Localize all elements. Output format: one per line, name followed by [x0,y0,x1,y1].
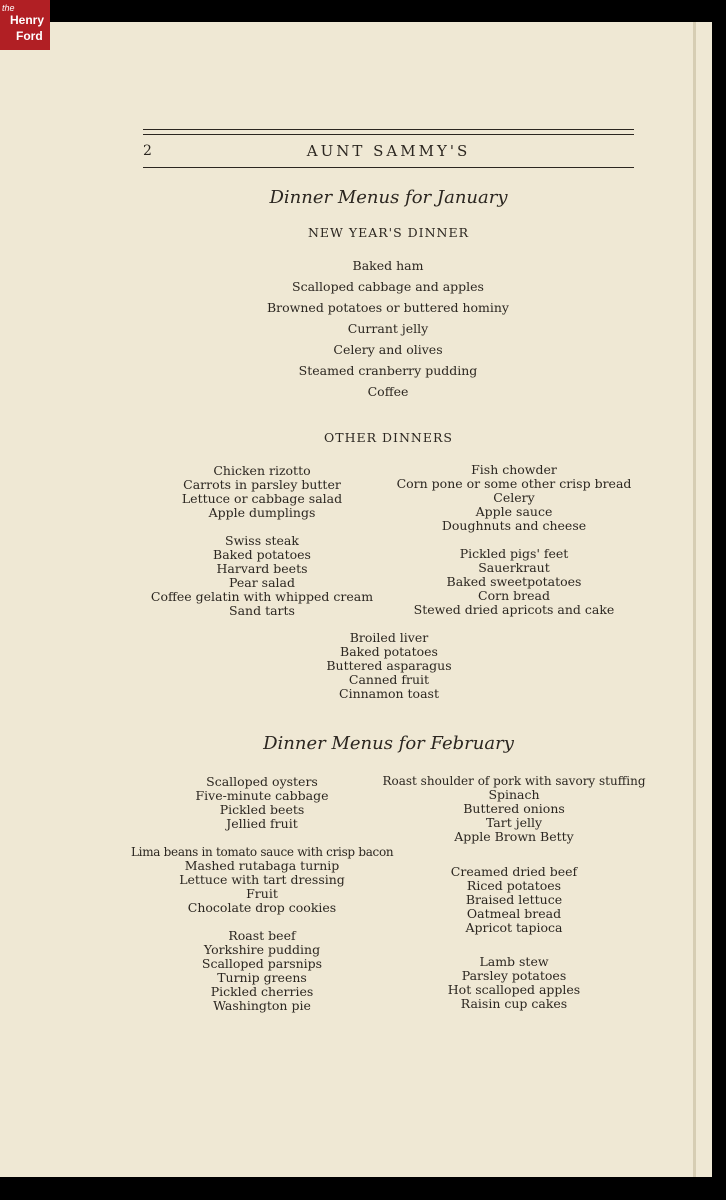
feb-menu-2 [376,774,652,844]
menu-item: Roast shoulder of pork with savory stuffing [382,774,646,788]
menu-item: Cinnamon toast [339,686,439,701]
feb-menu-1 [142,775,382,831]
february-title: Dinner Menus for February [263,733,514,754]
menu-item: Parsley potatoes [461,968,567,983]
menu-item: Carrots in parsley butter [183,477,341,492]
menu-item: Baked potatoes [340,644,438,659]
menu-item: Lima beans in tomato sauce with crisp bacon [131,845,394,859]
page-number: 2 [143,143,152,159]
menu-item: Five-minute cabbage [195,788,329,803]
menu-item: Browned potatoes or buttered hominy [266,300,509,315]
menu-item: Sauerkraut [478,560,550,575]
jan-menu-3 [142,534,382,618]
menu-item: Yorkshire pudding [203,942,321,957]
menu-item: Buttered asparagus [326,658,452,673]
menu-item: Chicken rizotto [213,463,311,478]
menu-item: Pickled cherries [210,984,314,999]
menu-item: Currant jelly [347,321,429,336]
header-rule-top [143,129,634,130]
other-dinners-heading: OTHER DINNERS [324,430,453,445]
menu-item: Washington pie [213,998,311,1013]
menu-item: Coffee [367,384,409,399]
menu-item: Scalloped cabbage and apples [292,279,484,294]
menu-item: Baked potatoes [213,547,311,562]
menu-item: Celery and olives [333,342,443,357]
january-title: Dinner Menus for January [269,187,508,208]
header-rule-bottom [143,167,634,168]
menu-item: Doughnuts and cheese [441,518,587,533]
menu-item: Hot scalloped apples [447,982,581,997]
jan-menu-4 [394,547,634,617]
menu-item: Baked sweetpotatoes [446,574,582,589]
menu-item: Apple dumplings [208,505,316,520]
menu-item: Apple Brown Betty [454,829,574,844]
menu-item: Celery [493,490,535,505]
menu-item: Coffee gelatin with whipped cream [150,589,374,604]
logo-ford: Ford [16,29,43,43]
menu-item: Raisin cup cakes [460,996,568,1011]
menu-item: Swiss steak [225,533,299,548]
henry-ford-logo [0,0,50,50]
menu-item: Pickled pigs' feet [459,546,569,561]
menu-item: Apricot tapioca [465,920,563,935]
menu-item: Pear salad [229,575,295,590]
menu-item: Braised lettuce [465,892,563,907]
menu-item: Lettuce with tart dressing [179,872,345,887]
menu-item: Corn bread [478,588,550,603]
menu-item: Corn pone or some other crisp bread [396,476,632,491]
menu-item: Harvard beets [216,561,308,576]
menu-item: Fruit [246,886,278,901]
menu-item: Oatmeal bread [466,906,562,921]
menu-item: Scalloped parsnips [201,956,323,971]
feb-menu-4 [394,865,634,935]
menu-item: Jellied fruit [226,816,298,831]
menu-item: Creamed dried beef [450,864,578,879]
menu-item: Pickled beets [219,802,305,817]
menu-item: Broiled liver [349,630,429,645]
feb-menu-3 [131,845,393,915]
jan-menu-5 [269,631,509,701]
new-years-heading: NEW YEAR'S DINNER [307,225,470,240]
menu-item: Mashed rutabaga turnip [184,858,340,873]
menu-item: Steamed cranberry pudding [298,363,478,378]
header-rule-top-double [143,134,634,135]
running-title: AUNT SAMMY'S [306,142,471,160]
menu-item: Lamb stew [479,954,549,969]
menu-item: Turnip greens [217,970,307,985]
jan-menu-2 [394,463,634,533]
menu-item: Apple sauce [475,504,553,519]
menu-item: Riced potatoes [466,878,562,893]
feb-menu-5 [142,929,382,1013]
menu-item: Stewed dried apricots and cake [413,602,615,617]
logo-the: the [2,3,15,13]
feb-menu-6 [394,955,634,1011]
menu-item: Sand tarts [229,603,295,618]
menu-item: Fish chowder [471,462,557,477]
menu-item: Buttered onions [463,801,565,816]
menu-item: Tart jelly [485,815,543,830]
jan-menu-1 [142,464,382,520]
new-years-menu [240,255,536,402]
menu-item: Spinach [488,787,540,802]
menu-item: Baked ham [352,258,424,273]
page-spine [693,22,696,1177]
menu-item: Chocolate drop cookies [187,900,337,915]
menu-item: Lettuce or cabbage salad [181,491,343,506]
menu-item: Canned fruit [348,672,430,687]
menu-item: Roast beef [228,928,296,943]
menu-item: Scalloped oysters [206,774,318,789]
logo-henry: Henry [10,13,45,27]
